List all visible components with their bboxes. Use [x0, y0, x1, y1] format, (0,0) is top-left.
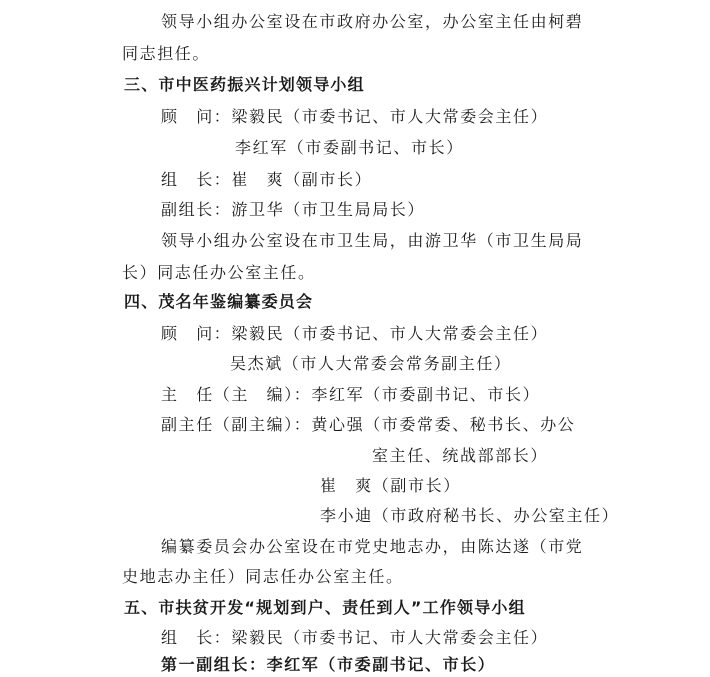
member-line: 李红军（市委副书记、市长） [235, 138, 464, 157]
member-line: 吴杰斌（市人大常委会常务副主任） [230, 354, 512, 373]
paragraph-line: 领导小组办公室设在市卫生局，由游卫华（市卫生局局 [161, 231, 584, 250]
section-heading: 四、茂名年鉴编纂委员会 [124, 292, 314, 311]
member-line: 副主任（副主编）：黄心强（市委常委、秘书长、办公 [161, 415, 576, 434]
member-line: 顾 问：梁毅民（市委书记、市人大常委会主任） [161, 107, 549, 126]
member-line: 室主任、统战部部长） [372, 446, 549, 465]
member-line: 副组长：游卫华（市卫生局局长） [161, 200, 426, 219]
member-line: 主 任（主 编）：李红军（市委副书记、市长） [161, 385, 541, 404]
section-heading: 三、市中医药振兴计划领导小组 [124, 75, 365, 94]
member-line: 顾 问：梁毅民（市委书记、市人大常委会主任） [161, 324, 549, 343]
member-line: 组 长：梁毅民（市委书记、市人大常委会主任） [161, 628, 549, 647]
paragraph-line: 长）同志任办公室主任。 [122, 263, 316, 282]
paragraph-line: 编纂委员会办公室设在市党史地志办，由陈达遂（市党 [161, 537, 584, 556]
member-line: 第一副组长：李红军（市委副书记、市长） [161, 655, 496, 674]
member-line: 崔 爽（副市长） [320, 476, 461, 495]
paragraph-line: 领导小组办公室设在市政府办公室，办公室主任由柯碧 [161, 12, 584, 31]
member-line: 李小迪（市政府秘书长、办公室主任） [320, 506, 620, 525]
paragraph-line: 同志担任。 [122, 44, 211, 63]
member-line: 组 长：崔 爽（副市长） [161, 170, 373, 189]
section-heading: 五、市扶贫开发“规划到户、责任到人”工作领导小组 [124, 598, 526, 617]
paragraph-line: 史地志办主任）同志任办公室主任。 [122, 567, 404, 586]
